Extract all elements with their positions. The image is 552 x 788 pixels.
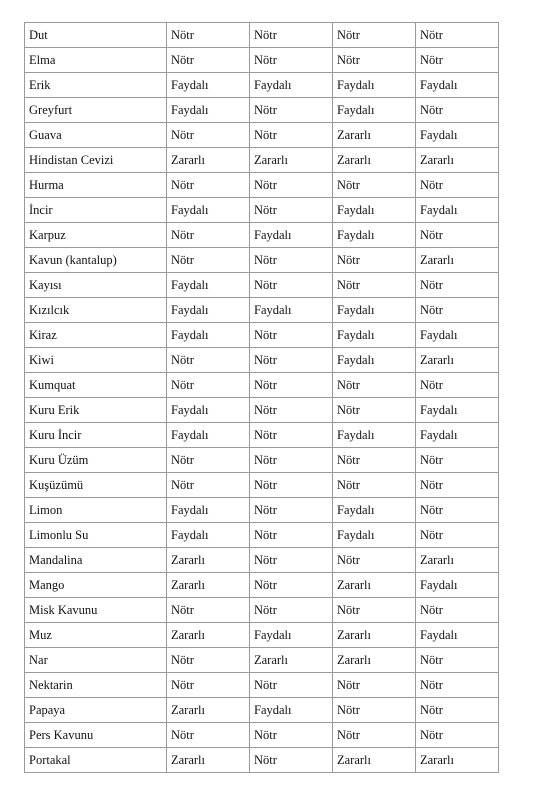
effect-cell: Faydalı [416, 198, 499, 223]
effect-cell: Nötr [250, 198, 333, 223]
effect-cell: Nötr [416, 448, 499, 473]
effect-cell: Zararlı [167, 573, 250, 598]
table-row [25, 348, 499, 373]
effect-cell: Zararlı [250, 648, 333, 673]
effect-cell: Nötr [333, 723, 416, 748]
effect-cell: Zararlı [333, 648, 416, 673]
table-row [25, 273, 499, 298]
effect-cell: Faydalı [167, 198, 250, 223]
effect-cell: Nötr [250, 273, 333, 298]
effect-cell: Nötr [333, 473, 416, 498]
effect-cell: Nötr [250, 573, 333, 598]
fruit-name-cell: Guava [25, 123, 167, 148]
effect-cell: Nötr [333, 173, 416, 198]
table-row [25, 73, 499, 98]
effect-cell: Nötr [250, 748, 333, 773]
effect-cell: Nötr [333, 273, 416, 298]
effect-cell: Nötr [250, 323, 333, 348]
fruit-name-cell: Misk Kavunu [25, 598, 167, 623]
table-row [25, 448, 499, 473]
effect-cell: Nötr [167, 473, 250, 498]
effect-cell: Nötr [333, 698, 416, 723]
effect-cell: Nötr [167, 648, 250, 673]
effect-cell: Zararlı [416, 548, 499, 573]
effect-cell: Nötr [167, 673, 250, 698]
effect-cell: Faydalı [416, 623, 499, 648]
table-body [25, 23, 499, 773]
fruit-name-cell: Portakal [25, 748, 167, 773]
table-row [25, 573, 499, 598]
effect-cell: Zararlı [250, 148, 333, 173]
effect-cell: Nötr [416, 673, 499, 698]
table-row [25, 548, 499, 573]
fruit-name-cell: Mango [25, 573, 167, 598]
fruit-name-cell: Kumquat [25, 373, 167, 398]
effect-cell: Faydalı [416, 323, 499, 348]
effect-cell: Nötr [250, 23, 333, 48]
effect-cell: Faydalı [333, 498, 416, 523]
effect-cell: Nötr [416, 23, 499, 48]
table-row [25, 98, 499, 123]
effect-cell: Nötr [416, 473, 499, 498]
table-row [25, 223, 499, 248]
effect-cell: Nötr [250, 723, 333, 748]
effect-cell: Faydalı [167, 323, 250, 348]
effect-cell: Faydalı [416, 423, 499, 448]
fruit-name-cell: Nar [25, 648, 167, 673]
effect-cell: Nötr [250, 123, 333, 148]
effect-cell: Nötr [333, 373, 416, 398]
effect-cell: Nötr [250, 673, 333, 698]
effect-cell: Nötr [250, 423, 333, 448]
effect-cell: Faydalı [167, 523, 250, 548]
fruit-name-cell: Kuşüzümü [25, 473, 167, 498]
fruit-name-cell: Muz [25, 623, 167, 648]
effect-cell: Zararlı [333, 748, 416, 773]
effect-cell: Nötr [167, 48, 250, 73]
effect-cell: Nötr [333, 248, 416, 273]
effect-cell: Zararlı [416, 748, 499, 773]
fruit-name-cell: Kayısı [25, 273, 167, 298]
effect-cell: Nötr [416, 298, 499, 323]
effect-cell: Faydalı [250, 623, 333, 648]
table-row [25, 123, 499, 148]
effect-cell: Faydalı [333, 348, 416, 373]
effect-cell: Nötr [167, 348, 250, 373]
table-row [25, 748, 499, 773]
effect-cell: Nötr [333, 548, 416, 573]
effect-cell: Faydalı [333, 423, 416, 448]
table-row [25, 398, 499, 423]
effect-cell: Faydalı [333, 98, 416, 123]
table-row [25, 323, 499, 348]
effect-cell: Zararlı [333, 623, 416, 648]
table-row [25, 198, 499, 223]
effect-cell: Nötr [416, 523, 499, 548]
table-row [25, 373, 499, 398]
effect-cell: Nötr [250, 98, 333, 123]
effect-cell: Faydalı [333, 223, 416, 248]
table-row [25, 248, 499, 273]
fruit-name-cell: Mandalina [25, 548, 167, 573]
effect-cell: Nötr [416, 723, 499, 748]
table-row [25, 623, 499, 648]
fruit-name-cell: Limonlu Su [25, 523, 167, 548]
effect-cell: Nötr [416, 273, 499, 298]
fruit-name-cell: Kiraz [25, 323, 167, 348]
effect-cell: Faydalı [416, 123, 499, 148]
effect-cell: Nötr [250, 448, 333, 473]
fruit-name-cell: Kuru İncir [25, 423, 167, 448]
effect-cell: Faydalı [167, 423, 250, 448]
table-row [25, 598, 499, 623]
fruit-name-cell: Kızılcık [25, 298, 167, 323]
effect-cell: Nötr [416, 48, 499, 73]
effect-cell: Zararlı [416, 248, 499, 273]
table-row [25, 523, 499, 548]
fruit-name-cell: Papaya [25, 698, 167, 723]
effect-cell: Faydalı [333, 198, 416, 223]
table-row [25, 673, 499, 698]
effect-cell: Zararlı [416, 148, 499, 173]
fruit-name-cell: Hindistan Cevizi [25, 148, 167, 173]
effect-cell: Nötr [250, 48, 333, 73]
fruit-name-cell: Kavun (kantalup) [25, 248, 167, 273]
effect-cell: Nötr [167, 723, 250, 748]
effect-cell: Faydalı [167, 98, 250, 123]
effect-cell: Nötr [167, 23, 250, 48]
effect-cell: Nötr [167, 448, 250, 473]
table-row [25, 173, 499, 198]
effect-cell: Faydalı [333, 523, 416, 548]
effect-cell: Nötr [250, 598, 333, 623]
effect-cell: Nötr [167, 248, 250, 273]
effect-cell: Faydalı [250, 223, 333, 248]
effect-cell: Nötr [416, 98, 499, 123]
table-row [25, 23, 499, 48]
table-row [25, 698, 499, 723]
effect-cell: Nötr [333, 48, 416, 73]
effect-cell: Nötr [250, 173, 333, 198]
effect-cell: Nötr [416, 648, 499, 673]
effect-cell: Faydalı [416, 398, 499, 423]
effect-cell: Faydalı [333, 73, 416, 98]
fruit-name-cell: Dut [25, 23, 167, 48]
fruit-name-cell: Kuru Üzüm [25, 448, 167, 473]
effect-cell: Nötr [333, 598, 416, 623]
effect-cell: Nötr [167, 598, 250, 623]
effect-cell: Zararlı [167, 148, 250, 173]
effect-cell: Nötr [167, 223, 250, 248]
fruit-name-cell: Kuru Erik [25, 398, 167, 423]
effect-cell: Nötr [416, 698, 499, 723]
effect-cell: Nötr [416, 223, 499, 248]
effect-cell: Zararlı [333, 148, 416, 173]
table-row [25, 498, 499, 523]
effect-cell: Zararlı [167, 748, 250, 773]
effect-cell: Zararlı [416, 348, 499, 373]
effect-cell: Nötr [250, 548, 333, 573]
effect-cell: Zararlı [167, 548, 250, 573]
effect-cell: Zararlı [333, 573, 416, 598]
effect-cell: Nötr [250, 523, 333, 548]
effect-cell: Nötr [250, 373, 333, 398]
effect-cell: Nötr [333, 23, 416, 48]
effect-cell: Faydalı [250, 298, 333, 323]
effect-cell: Nötr [167, 373, 250, 398]
fruit-name-cell: Elma [25, 48, 167, 73]
effect-cell: Faydalı [167, 298, 250, 323]
table-row [25, 473, 499, 498]
fruit-name-cell: Karpuz [25, 223, 167, 248]
fruit-name-cell: Hurma [25, 173, 167, 198]
effect-cell: Faydalı [333, 323, 416, 348]
effect-cell: Nötr [416, 498, 499, 523]
fruit-name-cell: Greyfurt [25, 98, 167, 123]
effect-cell: Faydalı [333, 298, 416, 323]
table-row [25, 48, 499, 73]
effect-cell: Nötr [250, 248, 333, 273]
effect-cell: Nötr [250, 498, 333, 523]
effect-cell: Nötr [167, 123, 250, 148]
effect-cell: Nötr [416, 598, 499, 623]
table-row [25, 648, 499, 673]
effect-cell: Nötr [416, 173, 499, 198]
fruit-effects-table [24, 22, 499, 773]
table-row [25, 723, 499, 748]
effect-cell: Faydalı [250, 698, 333, 723]
fruit-name-cell: Pers Kavunu [25, 723, 167, 748]
effect-cell: Nötr [250, 348, 333, 373]
effect-cell: Faydalı [167, 398, 250, 423]
effect-cell: Zararlı [167, 698, 250, 723]
table-row [25, 148, 499, 173]
effect-cell: Faydalı [167, 273, 250, 298]
effect-cell: Faydalı [416, 573, 499, 598]
effect-cell: Nötr [333, 448, 416, 473]
effect-cell: Faydalı [416, 73, 499, 98]
effect-cell: Zararlı [167, 623, 250, 648]
effect-cell: Nötr [333, 398, 416, 423]
fruit-name-cell: İncir [25, 198, 167, 223]
table-row [25, 298, 499, 323]
effect-cell: Nötr [167, 173, 250, 198]
fruit-name-cell: Erik [25, 73, 167, 98]
effect-cell: Nötr [250, 398, 333, 423]
effect-cell: Faydalı [167, 73, 250, 98]
fruit-name-cell: Kiwi [25, 348, 167, 373]
fruit-name-cell: Nektarin [25, 673, 167, 698]
effect-cell: Nötr [333, 673, 416, 698]
table-row [25, 423, 499, 448]
effect-cell: Nötr [416, 373, 499, 398]
effect-cell: Faydalı [250, 73, 333, 98]
effect-cell: Faydalı [167, 498, 250, 523]
fruit-name-cell: Limon [25, 498, 167, 523]
effect-cell: Nötr [250, 473, 333, 498]
effect-cell: Zararlı [333, 123, 416, 148]
